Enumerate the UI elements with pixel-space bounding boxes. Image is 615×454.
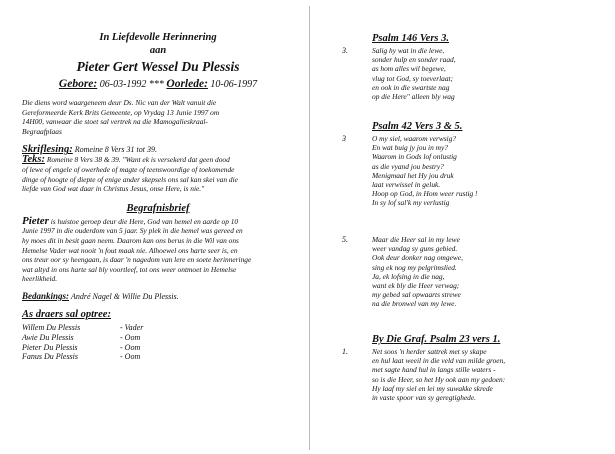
bearer-row <box>22 343 294 353</box>
verse-line: O my siel, waarom verwsig? <box>372 134 457 143</box>
psalm-title: By Die Graf. Psalm 23 vers 1. <box>372 334 501 345</box>
verse-number: 5. <box>342 235 348 244</box>
psalm-block <box>330 333 605 402</box>
deceased-name: Pieter Gert Wessel Du Plessis <box>76 59 240 74</box>
bearer-name: Fanus Du Plessis <box>22 352 78 362</box>
thanks-row <box>22 291 294 302</box>
verse-number: 3. <box>342 46 348 55</box>
bearer-role: - Oom <box>120 352 141 362</box>
left-panel <box>22 32 294 362</box>
text-line: dinge of hoogte of diepte of enige ander skepsels ons sal kan skei van die <box>22 174 238 184</box>
bearers-list <box>22 323 294 362</box>
bearer-name: Willem Du Plessis <box>22 322 81 332</box>
verse-line: op die Here" alleen bly wag <box>372 92 455 102</box>
service-line: Gereformeerde Kerk Brits Gemeente, op Vrydag 13 Junie 1997 om <box>22 107 220 117</box>
bio-line <box>22 214 294 227</box>
fold-divider <box>309 6 310 450</box>
verse-number: 1. <box>342 347 348 356</box>
text-label: Teks: <box>22 154 45 166</box>
verse-line: Ook deur donker nag omgewe, <box>372 253 463 263</box>
bearer-row <box>22 333 294 343</box>
born-date: 06-03-1992 <box>99 79 147 90</box>
text-line: of lewe of engele of owerhede of magte of teenswoordige of toekomende <box>22 164 235 174</box>
born-label: Gebore: <box>58 78 98 90</box>
psalm-verse <box>330 46 605 101</box>
bio-line: hy moes dit in besit gaan neem. Daarom kan ons berus in die Wil van ons <box>22 235 239 245</box>
bearer-role: - Oom <box>120 332 141 342</box>
service-line: Die diens word waargeneem deur Ds. Nic van der Walt vanuit die <box>22 98 217 107</box>
psalm-block <box>330 32 605 101</box>
verse-line: my gebed sal opwaarts strewe <box>372 290 461 300</box>
verse-line: laat verwissel in geluk. <box>372 180 441 190</box>
bearers-heading: As draers sal optree: <box>22 308 111 320</box>
verse-lines <box>372 46 605 101</box>
bio-heading: Begrafnisbrief <box>126 202 190 214</box>
bearer-name: Awie Du Plessis <box>22 332 74 342</box>
thanks-text: André Nagel & Willie Du Plessis. <box>71 291 179 301</box>
bearer-name: Pieter Du Plessis <box>22 342 78 352</box>
verse-line: Menigmaal het Hy jou druk <box>372 170 454 180</box>
psalm-verse <box>330 235 605 309</box>
bio-line: heerlikheid. <box>22 274 58 284</box>
verse-line: Hoop op God, in Hom weer rustig ! <box>372 189 478 199</box>
verse-line: met sagte hand hul in langs stille waters - <box>372 365 496 375</box>
bearer-role: - Oom <box>120 342 141 352</box>
header-line-1: In Liefdevolle Herinnering <box>99 32 217 43</box>
scripture-text: Romeine 8 Vers 31 tot 39. <box>74 145 157 155</box>
scripture-label: Skriflesing: <box>22 144 73 156</box>
verse-line: as hom alles wil begewe, <box>372 64 446 74</box>
bio-paragraph <box>22 214 294 284</box>
psalm-title: Psalm 146 Vers 3. <box>372 33 450 44</box>
bearer-role: - Vader <box>120 322 144 332</box>
bio-first-word: Pieter <box>22 214 49 227</box>
verse-lines <box>372 134 605 208</box>
verse-line: En wat buig jy jou in my? <box>372 143 448 153</box>
thanks-label: Bedankings: <box>22 290 70 301</box>
verse-line: Maar die Heer sal in my lewe <box>372 235 460 244</box>
verse-line: sing ek nog my pelgrimslied. <box>372 262 457 272</box>
psalm-title: Psalm 42 Vers 3 & 5. <box>372 121 463 132</box>
verse-line: In sy lof sal'k my verlustig <box>372 198 450 208</box>
verse-line: Waarom in Gods lof onlustig <box>372 152 457 162</box>
psalm-block-inner <box>330 120 605 133</box>
bio-line: wat altyd in ons harte sal bly voortleef, tot ons weer ontmoet in Hemelse <box>22 264 237 274</box>
psalm-block-inner <box>330 32 605 45</box>
psalm-block <box>330 235 605 309</box>
verse-line: as die vyand jou bestry? <box>372 161 444 171</box>
verse-line: vlug tot God, sy toeverlaat; <box>372 73 454 83</box>
died-label: Oorlede: <box>166 78 208 90</box>
dates-row <box>22 77 294 92</box>
header-line-2: aan <box>149 45 167 56</box>
verse-number: 3 <box>342 134 346 143</box>
text-line-0: Romeine 8 Vers 38 & 39. "Want ek is versekerd dat geen dood <box>46 155 230 165</box>
scripture-row <box>22 145 294 155</box>
date-separator: *** <box>148 79 164 90</box>
text-line: liefde van God wat daar in Christus Jesus, onse Here, is nie." <box>22 184 205 194</box>
verse-line: sonder hulp en sonder raad, <box>372 55 456 65</box>
service-line: 14H00, vanwaar die stoet sal vertrek na die Mamogalieskraal- <box>22 117 208 127</box>
bio-line-0: is huistoe geroep deur die Here, God van hemel en aarde op 10 <box>48 216 239 226</box>
verse-line: Net soos 'n herder sattrek met sy skape <box>372 347 487 356</box>
verse-line: Ja, ek lofsing in die nag, <box>372 271 445 281</box>
psalm-verse <box>330 134 605 208</box>
text-line <box>22 155 294 165</box>
verse-line: in vaste spoor van sy geregtighede. <box>372 393 476 403</box>
bearer-row <box>22 352 294 362</box>
bio-line: Hemelse Vader wat nooit 'n fout maak nie. Alhoewel ons harte seer is, en <box>22 245 238 255</box>
verse-line: weer vandag sy guns gebied. <box>372 244 458 254</box>
psalm-block <box>330 120 605 208</box>
verse-line: na die bronwel van my lewe. <box>372 299 457 309</box>
service-paragraph <box>22 98 294 136</box>
verse-line: en ook in die swartste nag <box>372 82 450 92</box>
text-paragraph <box>22 155 294 193</box>
verse-line: Salig hy wat in die lewe, <box>372 46 445 55</box>
verse-line: en hul laat weeil in die veld van milde groen, <box>372 356 506 366</box>
psalm-verse <box>330 347 605 402</box>
died-date: 10-06-1997 <box>210 79 258 90</box>
verse-line: Hy laaf my siel en lei my suwakke skrede <box>372 383 493 393</box>
psalm-block-inner <box>330 333 605 346</box>
verse-line: want ek bly die Heer verwag; <box>372 281 460 291</box>
verse-lines <box>372 235 605 309</box>
verse-line: so is die Heer, so het Hy ook aan my gedoen: <box>372 374 506 384</box>
bearer-row <box>22 323 294 333</box>
verse-lines <box>372 347 605 402</box>
service-line: Begraafplaas <box>22 126 62 136</box>
bio-line: Junie 1997 in die ouderdom van 5 jaar. Sy plek in die hemel was gereed en <box>22 226 243 236</box>
bio-line: ons treur oor sy heengaan, is daar 'n nagedom van lere en soete herinneringe <box>22 255 252 265</box>
